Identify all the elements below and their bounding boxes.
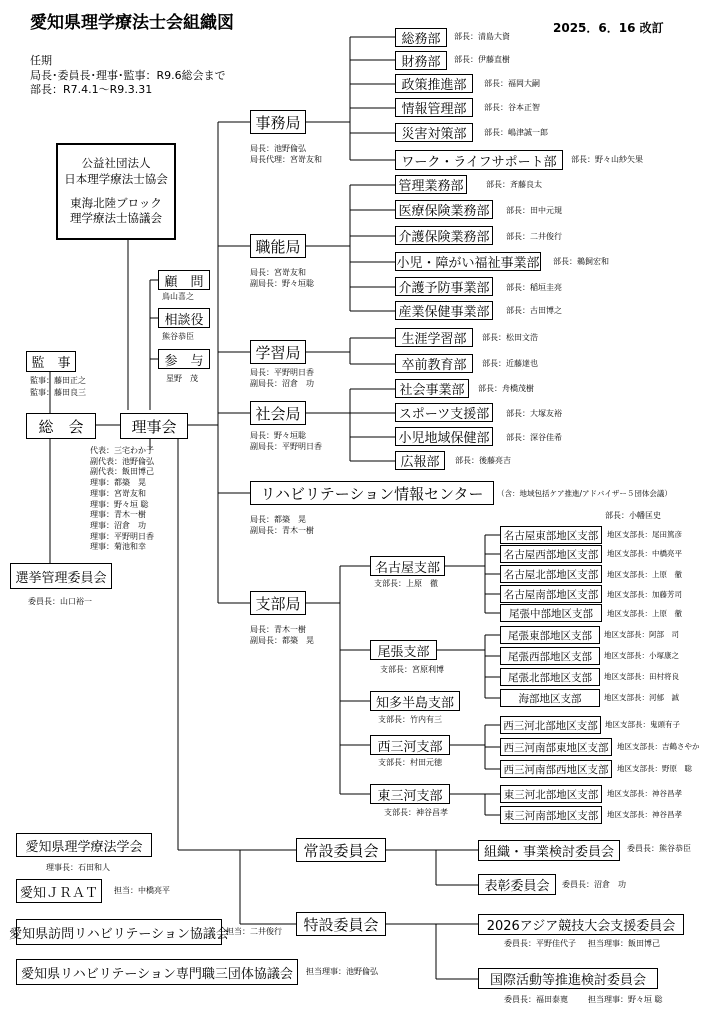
shakai-bureau-box: 社会局 [250,401,306,425]
dept-box: スポーツ支援部 [395,403,493,422]
dept-head: 部長：舟橋茂樹 [478,384,534,393]
district-head: 地区支部長：河郁 誠 [604,693,679,702]
gakkai-head: 理事長：石田和人 [46,863,110,872]
district-box: 西三河北部地区支部 [500,716,601,734]
board-member: 代表：三宅わか子 [90,446,154,455]
shokuno-head-1: 局長：宮嵜友和 [250,268,306,277]
dept-box: 小児地域保健部 [395,427,493,446]
dept-box: 社会事業部 [395,379,469,398]
district-head: 地区支部長：上原 徹 [607,609,682,618]
district-box: 東三河北部地区支部 [500,785,602,803]
adviser-box: 顧 問 [158,270,210,290]
district-head: 地区支部長：神谷昌孝 [607,789,682,798]
district-box: 名古屋南部地区支部 [500,585,602,603]
district-box: 名古屋北部地区支部 [500,565,602,583]
election-committee-box: 選挙管理委員会 [10,563,112,589]
parent-org-line-3: 東海北陸ブロック [70,195,162,210]
dept-head: 部長：鵜飼宏和 [553,257,609,266]
committee-box: 2026アジア競技大会支援委員会 [478,914,684,935]
dept-head: 部長：福岡大嗣 [484,79,540,88]
sandantai-box: 愛知県リハビリテーション専門職三団体協議会 [16,959,298,985]
sanyo-person: 星野 茂 [166,374,198,383]
parent-org-line-1: 公益社団法人 [81,156,151,171]
district-head: 地区支部長：阿部 司 [604,630,679,639]
board-member-list [90,446,154,553]
committee-box: 組織・事業検討委員会 [478,840,620,861]
chita-branch-box: 知多半島支部 [370,691,460,711]
district-head: 地区支部長：尾田篤彦 [607,530,682,539]
board-member: 理事：沼倉 功 [90,520,146,530]
dept-box: 政策推進部 [395,74,473,93]
shibu-head-2: 副局長：都築 晃 [250,636,314,645]
board-member: 理事：菊池和幸 [90,542,146,552]
dept-box: 情報管理部 [395,98,473,117]
dept-head: 部長：野々山紗矢果 [571,155,643,164]
nagoya-branch-chief: 支部長：上原 徹 [374,579,438,588]
dept-box: 卒前教育部 [395,354,473,373]
general-meeting-box: 総 会 [26,413,96,439]
parent-org-line-4: 理学療法士協議会 [70,211,162,226]
shokuno-head-2: 副局長：野々垣聡 [250,279,314,288]
dept-head: 部長：稲垣圭亮 [506,283,562,292]
board-member: 理事：都築 晃 [90,478,146,488]
standing-committee-box: 常設委員会 [296,838,386,862]
committee-director: 担当理事：野々垣 聡 [588,995,663,1004]
houmon-head: 担当：二井俊行 [226,927,282,936]
revision-date: 2025．6．16 改訂 [553,21,664,35]
adviser-person: 鳥山喜之 [162,292,194,301]
sanyo-box: 参 与 [158,349,210,369]
counselor-box: 相談役 [158,308,210,328]
dept-head: 部長：伊藤直樹 [454,55,510,64]
rehab-center-note: （含：地域包括ケア推進/アドバイザー５団体会議） [497,489,672,498]
committee-director: 担当理事：飯田博己 [588,939,660,948]
district-box: 尾張西部地区支部 [500,647,600,665]
rehab-center-box: リハビリテーション情報センター [250,481,494,505]
dept-head: 部長：嶋津誠一郎 [484,128,548,137]
nishimikawa-branch-chief: 支部長：村田元徳 [378,758,442,767]
committee-head: 委員長：沼倉 功 [562,880,626,889]
dept-box: 小児・障がい福祉事業部 [395,252,541,271]
dept-head: 部長：大塚友裕 [506,409,562,418]
district-head: 地区支部長：鬼頭有子 [605,720,680,729]
jimu-head-2: 局長代理：宮嵜友和 [250,155,322,164]
term-label: 任期 [30,54,52,67]
district-head: 地区支部長：吉鶴さやか [617,742,700,751]
board-member: 理事：野々垣 聡 [90,499,149,509]
parent-org-box [56,143,176,240]
shokuno-bureau-box: 職能局 [250,234,306,258]
district-box: 東三河南部地区支部 [500,806,602,824]
dept-head: 部長：谷本正智 [484,103,540,112]
chita-branch-chief: 支部長：竹内有三 [378,715,442,724]
gakushu-head-2: 副局長：沼倉 功 [250,379,314,388]
shibu-bureau-box: 支部局 [250,591,306,615]
gakushu-bureau-box: 学習局 [250,340,306,364]
board-member: 理事：宮嵜友和 [90,488,146,498]
auditor-person-1: 監事：藤田正之 [30,376,86,385]
district-box: 尾張中部地区支部 [500,604,602,622]
parent-org-line-2: 日本理学療法士協会 [64,171,168,186]
district-box: 名古屋東部地区支部 [500,526,602,544]
owari-branch-box: 尾張支部 [370,640,437,660]
rehab-head-2: 副局長：青木一樹 [250,526,314,535]
jrat-head: 担当：中橋亮平 [114,886,170,895]
committee-box: 国際活動等推進検討委員会 [478,968,658,989]
dept-head: 部長：松田文浩 [482,333,538,342]
jrat-box: 愛知ＪＲＡＴ [16,879,102,903]
district-head: 地区支部長：加藤芳司 [607,590,682,599]
higashimikawa-branch-chief: 支部長：神谷昌孝 [384,808,448,817]
dept-box: 医療保険業務部 [395,200,493,219]
district-head: 地区支部長：神谷昌孝 [607,810,682,819]
counselor-person: 熊谷恭臣 [162,332,194,341]
dept-head: 部長：田中元規 [506,206,562,215]
shakai-head-1: 局長：野々垣聡 [250,431,306,440]
dept-box: 総務部 [395,28,447,47]
owari-branch-chief: 支部長：宮原利博 [380,665,444,674]
dept-head: 部長：清島大資 [454,32,510,41]
district-box: 西三河南部東地区支部 [500,738,612,756]
committee-head: 委員長：福田泰寛 [504,995,568,1004]
district-head: 地区支部長：小塚康之 [604,651,679,660]
district-box: 尾張東部地区支部 [500,626,600,644]
dept-box: 災害対策部 [395,123,473,142]
dept-box: 介護保険業務部 [395,226,493,245]
district-box: 名古屋西部地区支部 [500,545,602,563]
gakushu-head-1: 局長：平野明日香 [250,368,314,377]
dept-head: 部長：二井俊行 [506,232,562,241]
district-head: 地区支部長：野原 聡 [617,764,692,773]
dept-head: 部長：近藤達也 [482,359,538,368]
sandantai-head: 担当理事：池野倫弘 [306,967,378,976]
term-line-2: 部長：R7.4.1～R9.3.31 [30,83,153,96]
board-member: 副代表：池野倫弘 [90,456,154,466]
shakai-head-2: 副局長：平野明日香 [250,442,322,451]
nishimikawa-branch-box: 西三河支部 [370,735,450,755]
dept-box: 産業保健事業部 [395,301,493,320]
district-head: 地区支部長：中橋亮平 [607,549,682,558]
dept-box: 財務部 [395,51,447,70]
dept-head: 部長：古田博之 [506,306,562,315]
auditor-box: 監 事 [26,351,76,372]
houmon-box: 愛知県訪問リハビリテーション協議会 [16,919,222,945]
dept-head: 部長：深谷佳希 [506,433,562,442]
dept-box: 生涯学習部 [395,328,473,347]
district-box: 尾張北部地区支部 [500,668,600,686]
board-member: 理事：青木一樹 [90,510,146,520]
board-member: 副代表：飯田博己 [90,467,154,477]
page-title: 愛知県理学療法士会組織図 [30,13,234,33]
term-line-1: 局長･委員長･理事･監事：R9.6総会まで [30,69,226,82]
committee-head: 委員長：平野佳代子 [504,939,576,948]
election-committee-chair: 委員長：山口裕一 [28,597,92,606]
higashimikawa-branch-box: 東三河支部 [370,784,450,804]
district-box: 西三河南部西地区支部 [500,760,612,778]
dept-head: 部長：後藤亮吉 [455,456,511,465]
board-member: 理事：平野明日香 [90,531,154,541]
board-box: 理事会 [120,413,188,439]
district-box: 海部地区支部 [500,689,600,707]
rehab-head-1: 局長：都築 晃 [250,515,306,524]
dept-box: 介護予防事業部 [395,277,493,296]
gakkai-box: 愛知県理学療法学会 [16,833,152,857]
dept-box: 広報部 [395,451,445,470]
nagoya-branch-extra: 部長：小幡匡史 [605,511,661,520]
shibu-head-1: 局長：青木一樹 [250,625,306,634]
jimu-bureau-box: 事務局 [250,110,306,134]
dept-head: 部長：斉藤良太 [486,180,542,189]
jimu-head-1: 局長：池野倫弘 [250,144,306,153]
nagoya-branch-box: 名古屋支部 [370,556,445,576]
auditor-person-2: 監事：藤田良三 [30,388,86,397]
district-head: 地区支部長：上原 徹 [607,570,682,579]
dept-box: ワーク・ライフサポート部 [395,150,563,170]
committee-head: 委員長：熊谷恭臣 [627,844,691,853]
special-committee-box: 特設委員会 [296,912,386,936]
committee-box: 表彰委員会 [478,874,556,895]
dept-box: 管理業務部 [395,175,467,194]
district-head: 地区支部長：田村将良 [604,672,679,681]
